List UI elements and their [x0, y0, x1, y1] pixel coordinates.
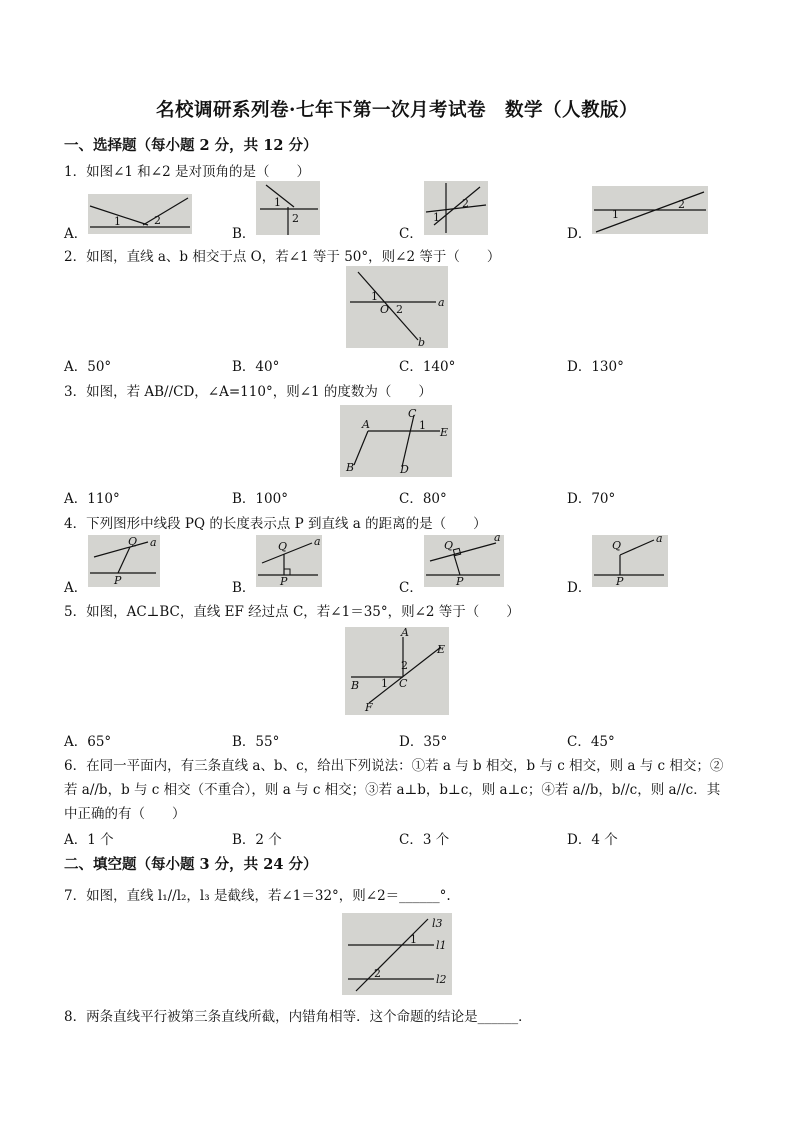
q3-point-d-label: D [400, 463, 409, 476]
q1-option-d: D． [567, 226, 592, 242]
q1b-angle-1-label: 1 [274, 196, 281, 209]
page-title: 名校调研系列卷·七年下第一次月考试卷 数学（人教版） [156, 100, 638, 121]
q4b-line-a-label: a [314, 535, 321, 548]
q1a-angle-2-label: 2 [154, 214, 161, 227]
q1-option-a: A． [64, 226, 88, 242]
q7-line-l3-label: l3 [432, 917, 443, 930]
q4-figure-b [256, 535, 322, 587]
q4-figure-c-diagram [424, 535, 504, 587]
q5-figure-diagram [345, 627, 449, 715]
q2-point-o-label: O [380, 303, 390, 316]
q2-line-a-label: a [438, 296, 445, 309]
q4d-point-q-label: Q [612, 539, 622, 552]
question-5-text: 5．如图，AC⊥BC，直线 EF 经过点 C，若∠1＝35°，则∠2 等于（ ） [64, 604, 520, 620]
question-2-text: 2．如图，直线 a、b 相交于点 O，若∠1 等于 50°，则∠2 等于（ ） [64, 249, 501, 265]
q5-angle-1-label: 1 [381, 677, 388, 690]
q3-option-c: C．80° [399, 491, 447, 507]
question-6-line-3: 中正确的有（ ） [64, 806, 186, 822]
q1-figure-a-diagram [88, 194, 192, 234]
q5-point-a-label: A [401, 627, 409, 639]
section-heading-fill: 二、填空题（每小题 3 分，共 24 分） [64, 856, 318, 873]
q4b-point-q-label: Q [278, 540, 288, 553]
q1-figure-d-diagram [592, 186, 708, 234]
q2-option-b: B．40° [232, 359, 280, 375]
q4-option-a: A． [64, 580, 88, 596]
q2-figure-diagram [346, 266, 448, 348]
q7-figure [342, 913, 452, 995]
q5-figure [345, 627, 449, 715]
q3-option-d: D．70° [567, 491, 616, 507]
question-3-text: 3．如图，若 AB//CD，∠A=110°，则∠1 的度数为（ ） [64, 384, 432, 400]
q1-option-b: B． [232, 226, 256, 242]
q4-figure-d-diagram [592, 535, 668, 587]
q3-point-e-label: E [440, 426, 449, 439]
q6-option-b: B．2 个 [232, 832, 282, 848]
q2-angle-1-label: 1 [371, 290, 378, 303]
q7-angle-1-label: 1 [410, 933, 417, 946]
question-4-text: 4．下列图形中线段 PQ 的长度表示点 P 到直线 a 的距离的是（ ） [64, 516, 487, 532]
question-8-text: 8．两条直线平行被第三条直线所截，内错角相等．这个命题的结论是______． [64, 1009, 532, 1025]
q5-option-a: A．65° [64, 734, 112, 750]
q2-line-b-label: b [418, 336, 426, 348]
q4d-line-a-label: a [656, 535, 663, 545]
q1c-angle-1-label: 1 [433, 211, 440, 224]
q5-angle-2-label: 2 [401, 659, 408, 672]
q5-option-c: C．45° [567, 734, 615, 750]
q7-angle-2-label: 2 [374, 967, 381, 980]
q3-figure-diagram [340, 405, 452, 477]
q6-option-c: C．3 个 [399, 832, 450, 848]
q4c-point-q-label: Q [444, 539, 454, 552]
q5-point-b-label: B [351, 679, 360, 692]
q1-figure-d [592, 186, 708, 234]
question-1-text: 1．如图∠1 和∠2 是对顶角的是（ ） [64, 164, 310, 180]
q1-figure-a [88, 194, 192, 234]
q3-point-a-label: A [362, 418, 370, 431]
q1a-angle-1-label: 1 [114, 215, 121, 228]
question-6-line-1: 6．在同一平面内，有三条直线 a、b、c，给出下列说法：①若 a 与 b 相交，b 与 c 相交，则 a 与 c 相交；② [64, 758, 724, 774]
q4b-point-p-label: P [280, 575, 288, 587]
q1b-angle-2-label: 2 [292, 212, 299, 225]
q4c-point-p-label: P [456, 575, 464, 587]
q6-option-d: D．4 个 [567, 832, 618, 848]
q2-angle-2-label: 2 [396, 303, 403, 316]
q4-option-b: B． [232, 580, 256, 596]
q3-figure [340, 405, 452, 477]
q2-figure [346, 266, 448, 348]
q4d-point-p-label: P [616, 575, 624, 587]
q4a-point-p-label: P [114, 574, 122, 587]
q7-line-l2-label: l2 [436, 973, 447, 986]
q4-figure-a-diagram [88, 535, 160, 587]
q4-option-c: C． [399, 580, 423, 596]
q1-option-c: C． [399, 226, 423, 242]
q1d-angle-2-label: 2 [678, 198, 685, 211]
question-6-line-2: 若 a//b，b 与 c 相交（不重合），则 a 与 c 相交；③若 a⊥b，b⊥c，则 a⊥c；④若 a//b，b//c，则 a//c．其 [64, 782, 721, 798]
q3-point-b-label: B [346, 461, 355, 474]
q5-point-c-label: C [399, 677, 408, 690]
q5-point-f-label: F [365, 701, 373, 714]
q7-line-l1-label: l1 [436, 939, 447, 952]
q1-figure-b-diagram [256, 181, 320, 235]
section-heading-choice: 一、选择题（每小题 2 分，共 12 分） [64, 137, 318, 154]
q2-option-d: D．130° [567, 359, 624, 375]
q4-figure-a [88, 535, 160, 587]
q3-angle-1-label: 1 [419, 419, 426, 432]
q5-option-b: B．55° [232, 734, 280, 750]
q1-figure-c-diagram [424, 181, 488, 235]
q3-option-b: B．100° [232, 491, 288, 507]
q1c-angle-2-label: 2 [462, 197, 469, 210]
q4-figure-b-diagram [256, 535, 322, 587]
q5-point-e-label: E [437, 643, 446, 656]
q4c-line-a-label: a [494, 535, 501, 544]
q4-figure-c [424, 535, 504, 587]
q6-option-a: A．1 个 [64, 832, 114, 848]
q4a-point-q-label: Q [128, 535, 138, 548]
q4-figure-d [592, 535, 668, 587]
q2-option-c: C．140° [399, 359, 456, 375]
q2-option-a: A．50° [64, 359, 112, 375]
q5-option-d: D．35° [399, 734, 448, 750]
q3-point-c-label: C [408, 407, 417, 420]
q4a-line-a-label: a [150, 536, 157, 549]
question-7-text: 7．如图，直线 l₁//l₂，l₃ 是截线，若∠1＝32°，则∠2＝______°. [64, 888, 451, 904]
q3-option-a: A．110° [64, 491, 120, 507]
q7-figure-diagram [342, 913, 452, 995]
q1-figure-b [256, 181, 320, 235]
q1d-angle-1-label: 1 [612, 208, 619, 221]
q4-option-d: D． [567, 580, 592, 596]
q1-figure-c [424, 181, 488, 235]
